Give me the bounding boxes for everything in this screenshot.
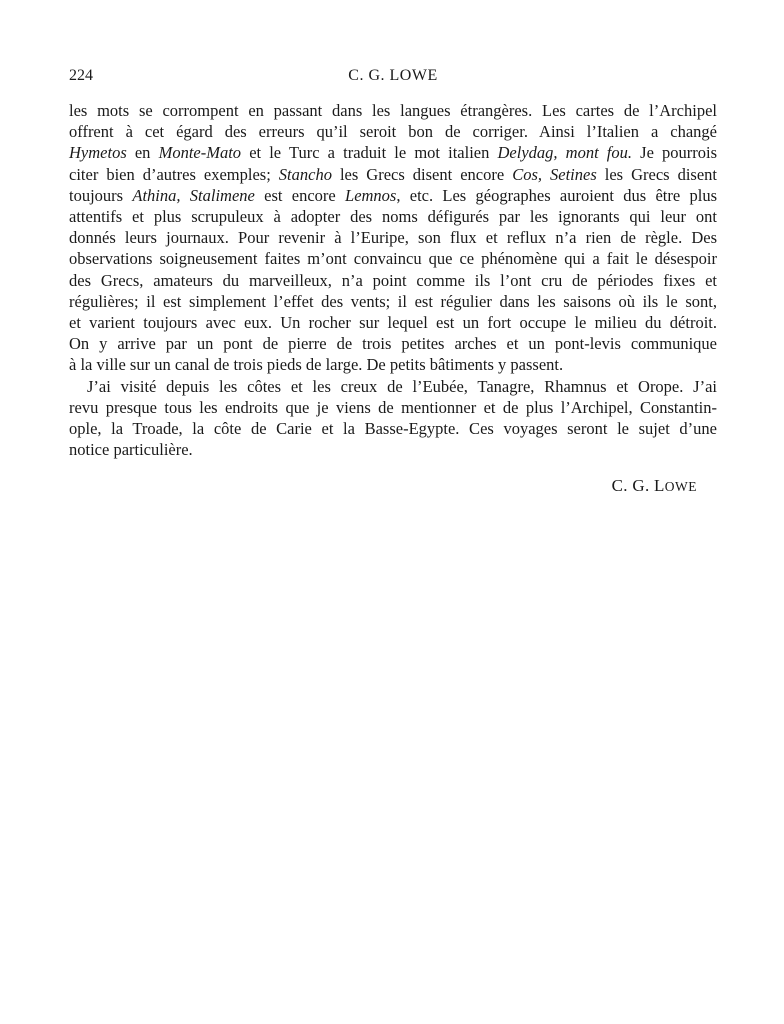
text-line: On y arrive par un pont de pierre de trois petites arches et un pont-levis communique [69,334,717,354]
text-line: les mots se corrompent en passant dans les langues étrangères. Les cartes de l’Archipel [69,101,717,120]
text-line: des Grecs, amateurs du marveilleux, n’a point comme ils l’ont cru de périodes fixes et [69,270,717,290]
text-line: attentifs et plus scrupuleux à adopter des noms défigurés par les ignorants qui leur ont [69,207,717,227]
text-fragment: citer bien d’autres exemples; [69,164,279,184]
running-title: C. G. LOWE [348,67,438,84]
place-name: Cos, Setines [512,164,597,184]
text-fragment: en [126,143,159,163]
text-line: régulières; il est simplement l’effet des vents; il est régulier dans les saisons où ils le sont, [69,291,717,311]
text-line: donnés leurs journaux. Pour revenir à l’Euripe, son flux et reflux n’a rien de règle. Des [69,228,717,248]
text-fragment: , etc. Les géographes auroient dus être plus [396,185,717,205]
text-line [69,142,717,163]
signature-surname: OWE [664,479,697,495]
place-name: Stancho [278,164,332,184]
text-fragment: et le Turc a traduit le mot italien [241,143,498,163]
text-fragment: les Grecs disent [596,164,717,184]
text-line [69,185,717,206]
place-name: Delydag, mont fou. [497,143,633,163]
place-name: Monte-Mato [158,143,242,163]
text-line: ople, la Troade, la côte de Carie et la Basse-Egypte. Ces voyages seront le sujet d’une [69,419,717,439]
paragraph-2 [69,376,717,461]
text-line: notice particulière. [69,440,193,460]
text-line: observations soigneusement faites m’ont convaincu que ce phénomène qui a fait le désespoir [69,249,717,269]
page-number: 224 [69,67,93,84]
place-name: Hymetos [69,143,127,163]
text-fragment: les Grecs disent encore [331,164,513,184]
place-name: Athina, Stalimene [132,185,255,205]
body-text [69,100,717,460]
text-fragment: est encore [254,185,346,205]
signature [69,474,717,499]
paragraph-1 [69,100,717,376]
place-name: Lemnos [345,185,397,205]
text-fragment: Je pourrois [632,143,718,163]
document-page [69,64,717,499]
text-line: et varient toujours avec eux. Un rocher sur lequel est un fort occupe le milieu du détroit. [69,313,717,333]
text-line: J’ai visité depuis les côtes et les creux de l’Eubée, Tanagre, Rhamnus et Orope. J’ai [87,376,717,396]
text-fragment: toujours [69,185,133,205]
text-line [69,164,717,185]
text-line: à la ville sur un canal de trois pieds de large. De petits bâtiments y passent. [69,355,564,375]
text-line: offrent à cet égard des erreurs qu’il seroit bon de corriger. Ainsi l’Italien a changé [69,122,717,142]
text-line: revu presque tous les endroits que je viens de mentionner et de plus l’Archipel, Constantin- [69,397,717,417]
running-head [69,64,717,88]
signature-initials: C. G. L [611,476,665,496]
